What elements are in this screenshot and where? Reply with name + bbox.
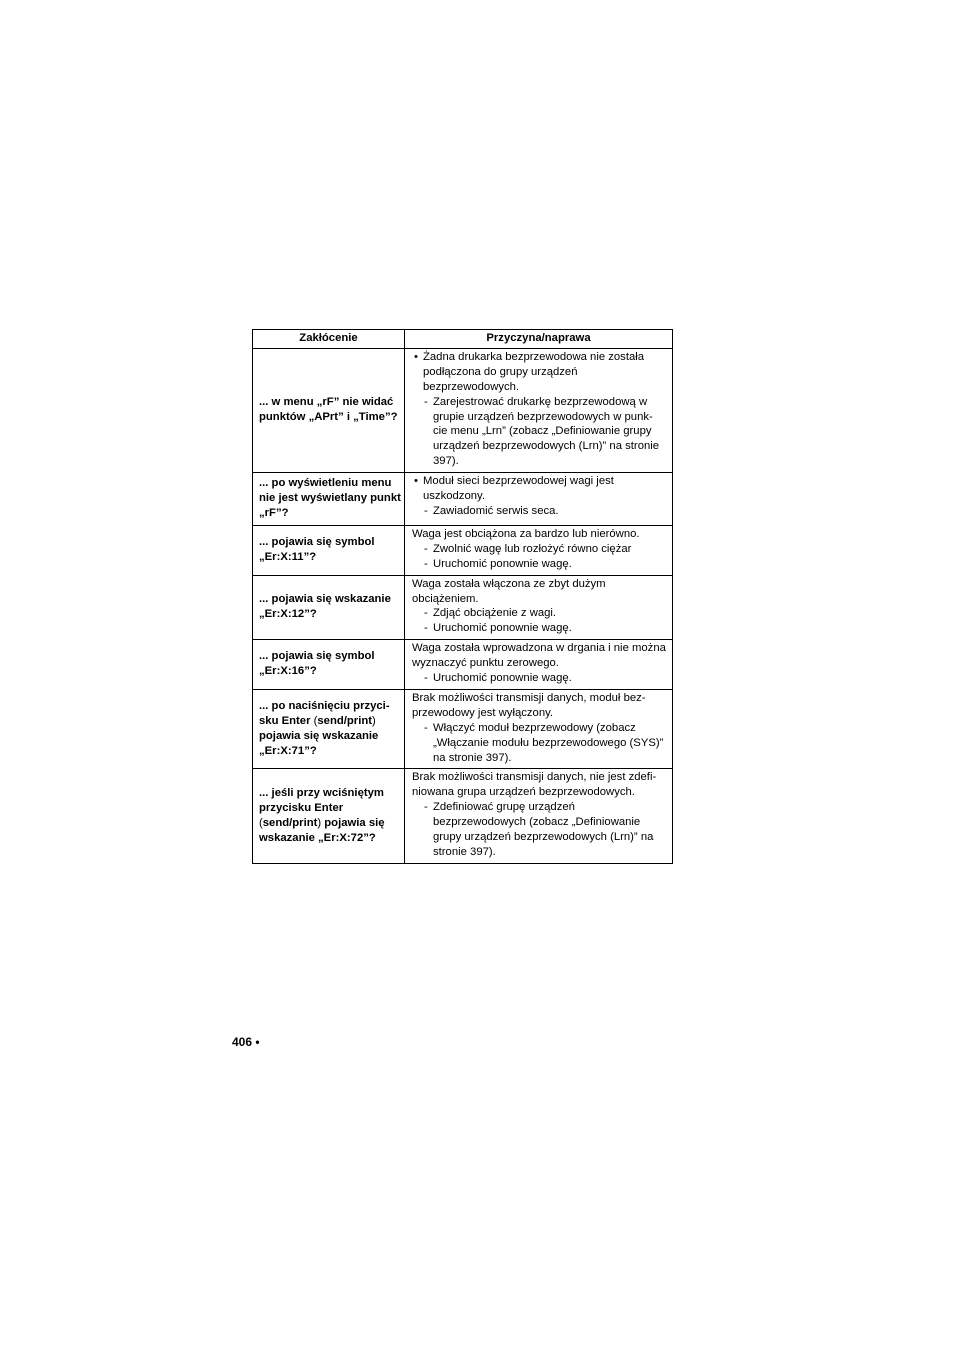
cause-text: Waga została wprowadzona w drgania i nie można wyznaczyć punktu zerowego.: [412, 642, 666, 670]
cause-cell: [405, 689, 673, 769]
problem-cell: [253, 769, 405, 863]
header-cause: Przyczyna/naprawa: [405, 330, 673, 349]
header-problem: Zakłócenie: [253, 330, 405, 349]
problem-cell: ... pojawia się symbol „Er:X:16”?: [253, 640, 405, 690]
remedy-step: - Zwolnić wagę lub rozłożyć równo ciężar: [412, 542, 666, 557]
remedy-step: - Zdefiniować grupę urządzeń bezprzewodowych (zobacz „Definiowanie grupy urządzeń bezprzewodowych (Lrn)” na stronie 397).: [412, 800, 666, 860]
cause-bullet: • Żadna drukarka bezprzewodowa nie została podłączona do grupy urządzeń bezprzewodowych.: [412, 350, 666, 395]
problem-cell: ... po wyświetleniu menu nie jest wyświetlany punkt „rF”?: [253, 473, 405, 526]
paren-open: (: [259, 816, 263, 829]
cause-text: Brak możliwości transmisji danych, nie jest zdefi-niowana grupa urządzeń bezprzewodowych.: [412, 771, 657, 799]
remedy-step: - Włączyć moduł bezprzewodowy (zobacz „Włączanie modułu bezprzewodowego (SYS)” na stronie 397).: [412, 721, 666, 766]
problem-cell: ... pojawia się symbol „Er:X:11”?: [253, 525, 405, 575]
paren-close: ): [372, 714, 376, 727]
table-row: [253, 575, 673, 640]
paren-open: (: [313, 714, 318, 727]
cause-cell: [405, 640, 673, 690]
troubleshooting-table: [252, 329, 673, 864]
table-row: [253, 525, 673, 575]
problem-text: ... po naciśnięciu przyci-sku Enter: [259, 699, 390, 727]
table-row: [253, 473, 673, 526]
cause-cell: [405, 575, 673, 640]
cause-text: Waga jest obciążona za bardzo lub nierówno.: [412, 527, 640, 540]
problem-cell: [253, 689, 405, 769]
page-number: 406 •: [232, 1035, 260, 1049]
remedy-step: - Zarejestrować drukarkę bezprzewodową w grupie urządzeń bezprzewodowych w punk-cie menu „Lrn” (zobacz „Definiowanie grupy urządzeń bezprzewodowych (Lrn)” na stronie 397).: [412, 395, 666, 470]
remedy-step: - Zdjąć obciążenie z wagi.: [412, 606, 666, 621]
cause-cell: [405, 348, 673, 472]
remedy-step: - Uruchomić ponownie wagę.: [412, 671, 666, 686]
problem-text: pojawia się wskazanie „Er:X:71”?: [259, 729, 379, 757]
problem-text: pojawia się wskazanie „Er:X:72”?: [259, 816, 385, 844]
table-row: [253, 348, 673, 472]
cause-bullet: • Moduł sieci bezprzewodowej wagi jest uszkodzony.: [412, 474, 666, 504]
cause-cell: [405, 473, 673, 526]
cause-cell: [405, 769, 673, 863]
paren-close: ): [317, 816, 322, 829]
table-header-row: [253, 330, 673, 349]
cause-cell: [405, 525, 673, 575]
problem-text: ... jeśli przy wciśniętym przycisku Enter: [259, 786, 384, 814]
table-row: [253, 689, 673, 769]
table-row: [253, 640, 673, 690]
remedy-step: - Zawiadomić serwis seca.: [412, 504, 666, 519]
problem-cell: ... pojawia się wskazanie „Er:X:12”?: [253, 575, 405, 640]
remedy-step: - Uruchomić ponownie wagę.: [412, 621, 666, 636]
table-row: [253, 769, 673, 863]
key-name: send/print: [262, 816, 318, 829]
key-name: send/print: [317, 714, 372, 727]
remedy-step: - Uruchomić ponownie wagę.: [412, 557, 666, 572]
cause-text: Waga została włączona ze zbyt dużym obciążeniem.: [412, 577, 606, 605]
cause-text: Brak możliwości transmisji danych, moduł bez-przewodowy jest wyłączony.: [412, 691, 646, 719]
problem-cell: ... w menu „rF” nie widać punktów „APrt” i „Time”?: [253, 348, 405, 472]
